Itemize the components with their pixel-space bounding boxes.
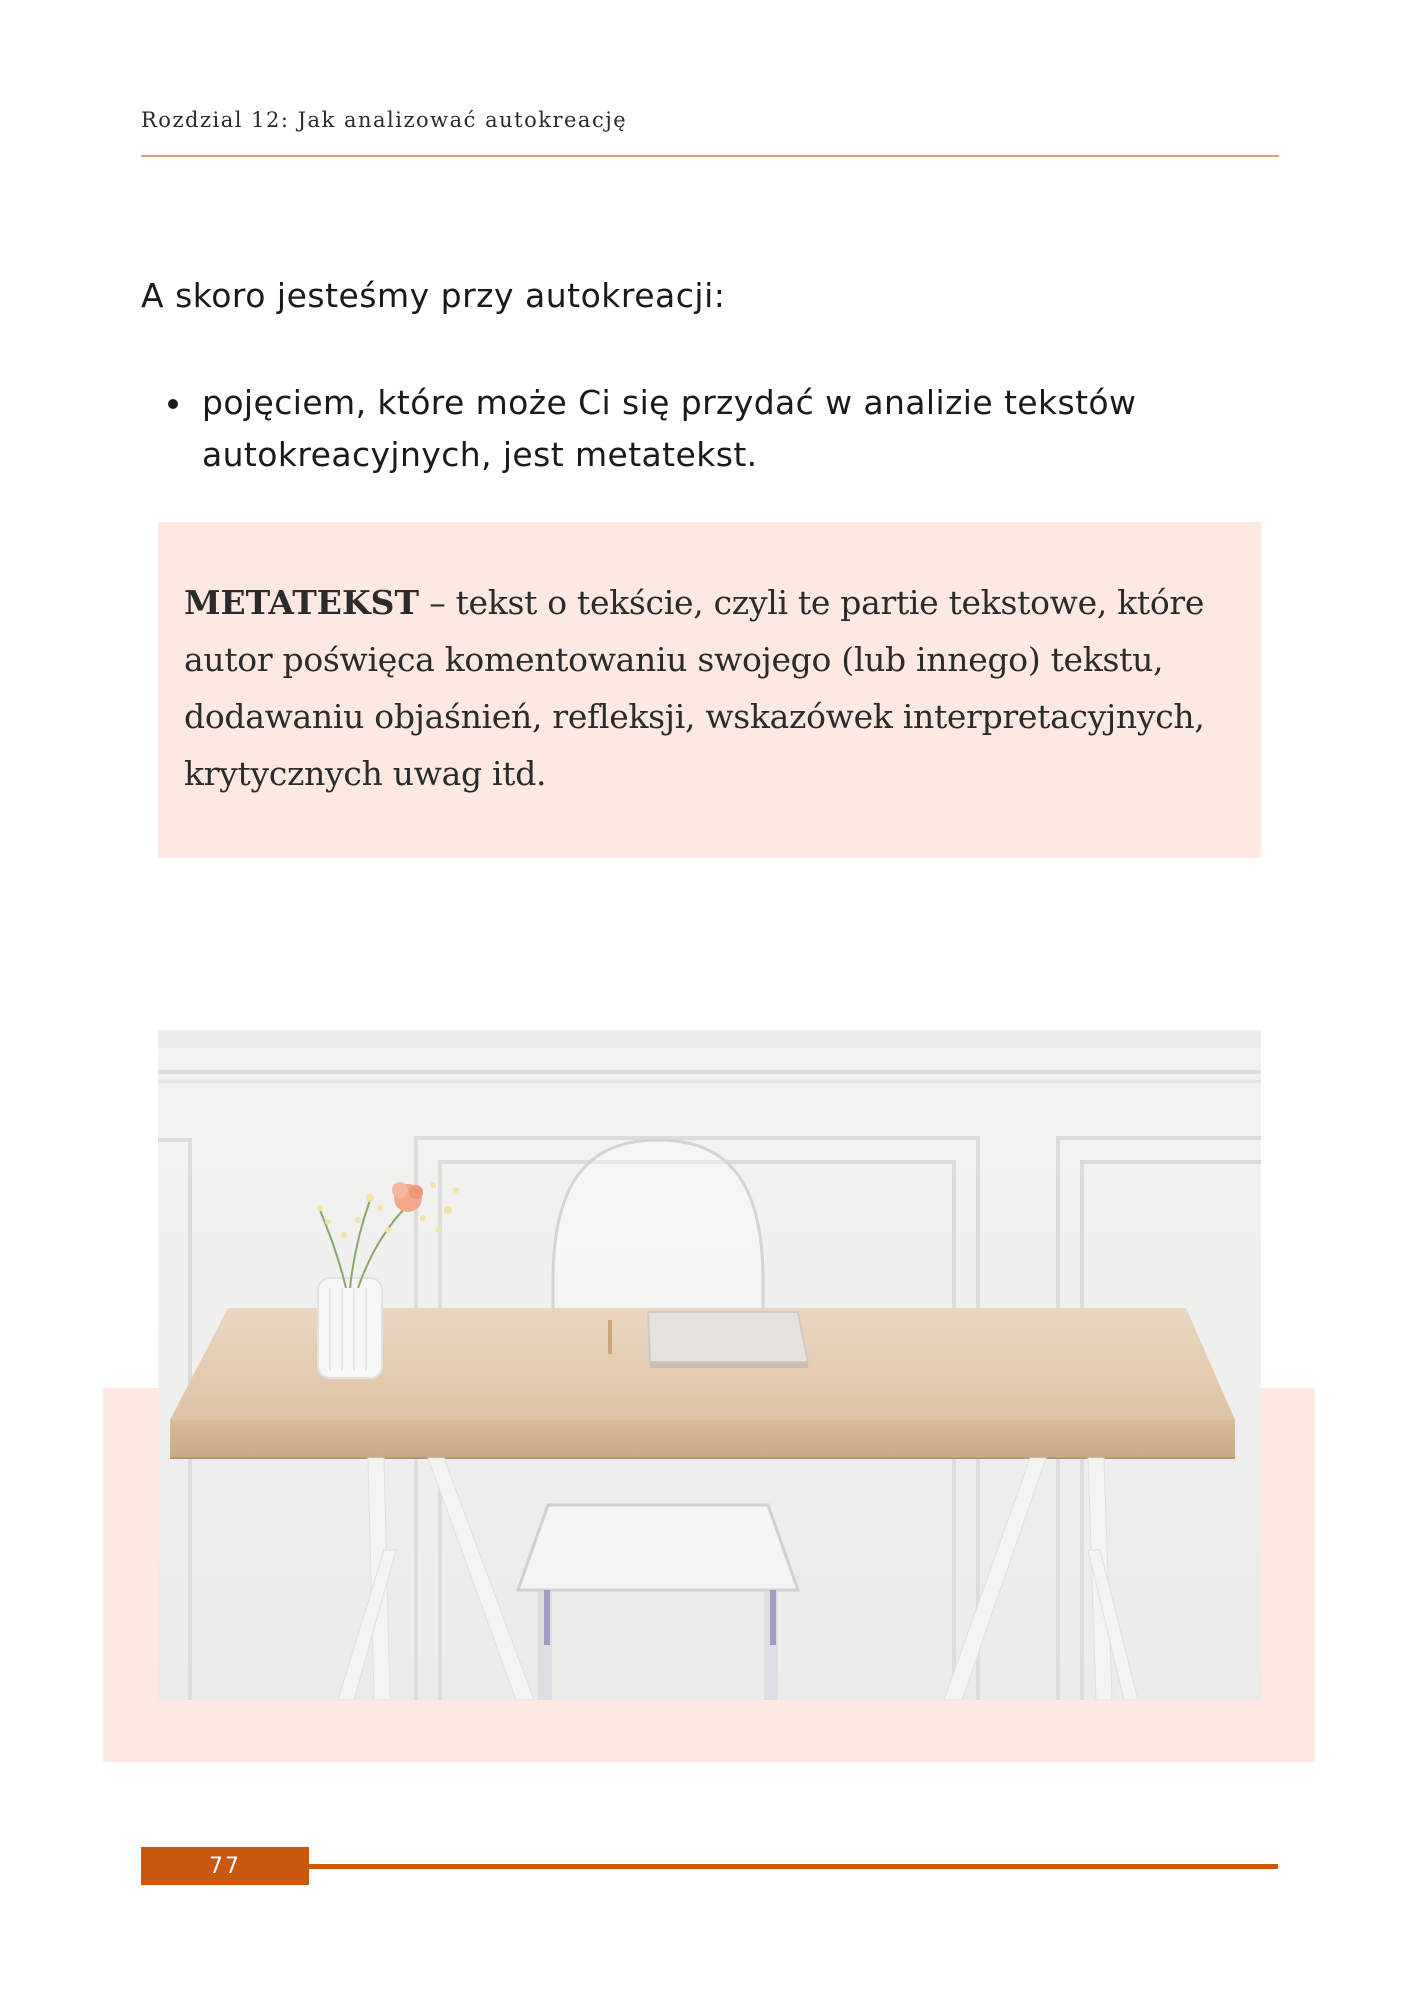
bullet-text: pojęciem, które może Ci się przydać w analizie tekstów autokreacyjnych, jest metatekst. <box>202 383 1137 474</box>
footer-divider <box>309 1864 1278 1869</box>
list-item <box>166 377 1166 481</box>
header-divider <box>141 155 1279 157</box>
definition-box <box>158 522 1261 858</box>
bullet-icon <box>168 399 178 409</box>
page-number: 77 <box>209 1853 241 1879</box>
page-number-badge <box>141 1847 309 1885</box>
definition-text <box>184 574 1244 802</box>
bullet-list <box>166 377 1166 481</box>
chapter-header: Rozdzial 12: Jak analizować autokreację <box>141 108 628 132</box>
definition-term: METATEKST <box>184 583 420 622</box>
intro-text: A skoro jesteśmy przy autokreacji: <box>141 276 726 315</box>
definition-body: – tekst o tekście, czyli te partie tekstowe, które autor poświęca komentowaniu swojego (lub innego) tekstu, dodawaniu objaśnień, refleksji, wskazówek interpretacyjnych, krytycznych uwag itd. <box>184 583 1205 793</box>
desk-photo <box>158 1030 1261 1700</box>
